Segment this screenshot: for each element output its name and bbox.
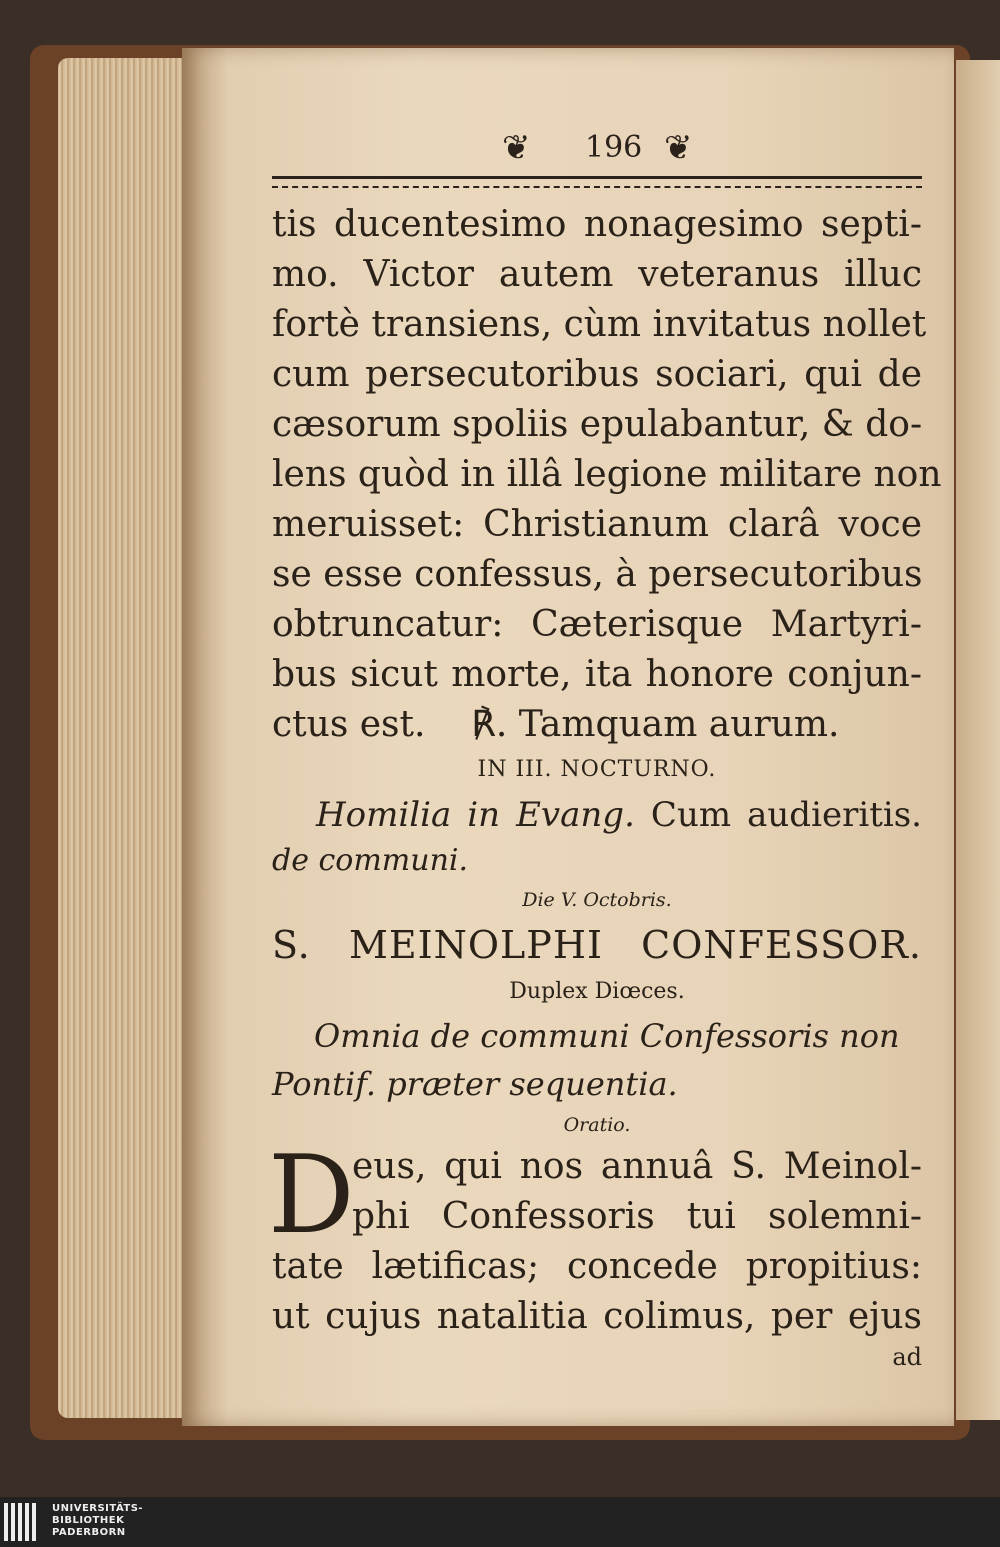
catchword: ad [892,1343,922,1371]
library-name-line: BIBLIOTHEK [52,1515,125,1526]
prayer-block [268,1133,922,1342]
library-name-line: UNIVERSITÄTS- [52,1503,144,1514]
text-line: cum persecutoribus sociari, qui de [272,354,922,395]
library-logo-icon [4,1503,42,1541]
homily-source: de communi. [272,843,469,878]
text-line: obtruncatur: Cæterisque Martyri- [272,604,922,645]
oratio-heading: Oratio. [563,1114,631,1136]
nocturn-heading: IN III. NOCTURNO. [477,757,717,782]
rubric-line: Pontif. præter sequentia. [272,1065,678,1103]
homily-line [272,790,922,840]
drop-capital: D [268,1133,355,1258]
prayer-line: tate lætificas; concede propitius: [272,1246,922,1287]
responsory-line: ctus est. ℟. Tamquam aurum. [272,704,840,745]
page-body [268,200,942,1372]
rubric-line: Omnia de communi Confessoris non [314,1017,900,1055]
text-line: bus sicut morte, ita honore conjun- [272,654,922,695]
page-edges [58,58,188,1418]
text-line: fortè transiens, cùm invitatus nollet [272,304,927,345]
homily-incipit: Cum audieritis. [634,795,922,835]
library-footer [0,1497,1000,1547]
prayer-line: eus, qui nos annuâ S. Meinol- [352,1146,922,1187]
feast-title: S. MEINOLPHI CONFESSOR. [272,923,922,967]
prayer-line: phi Confessoris tui solemni- [352,1196,922,1237]
library-name [52,1503,143,1539]
text-line: lens quòd in illâ legione militare non [272,454,942,495]
homily-label: Homilia in Evang. [316,795,635,835]
text-line: tis ducentesimo nonagesimo septi- [272,204,922,245]
page-number: 196 [585,130,643,165]
fleuron-right-icon: ❦ [664,128,693,168]
text-line: se esse confessus, à persecutoribus [272,554,923,595]
prayer-line: ut cujus natalitia colimus, per ejus [272,1296,922,1337]
header-rule [272,176,922,188]
text-line: mo. Victor autem veteranus illuc [272,254,922,295]
facing-page-edge [956,60,1000,1420]
fleuron-left-icon: ❦ [502,128,531,168]
page-header [0,128,1000,168]
library-name-line: PADERBORN [52,1527,126,1538]
feast-rank: Duplex Diœces. [509,979,685,1004]
feast-date: Die V. Octobris. [522,889,672,911]
text-line: cæsorum spoliis epulabantur, & do- [272,404,923,445]
text-line: meruisset: Christianum clarâ voce [272,504,922,545]
